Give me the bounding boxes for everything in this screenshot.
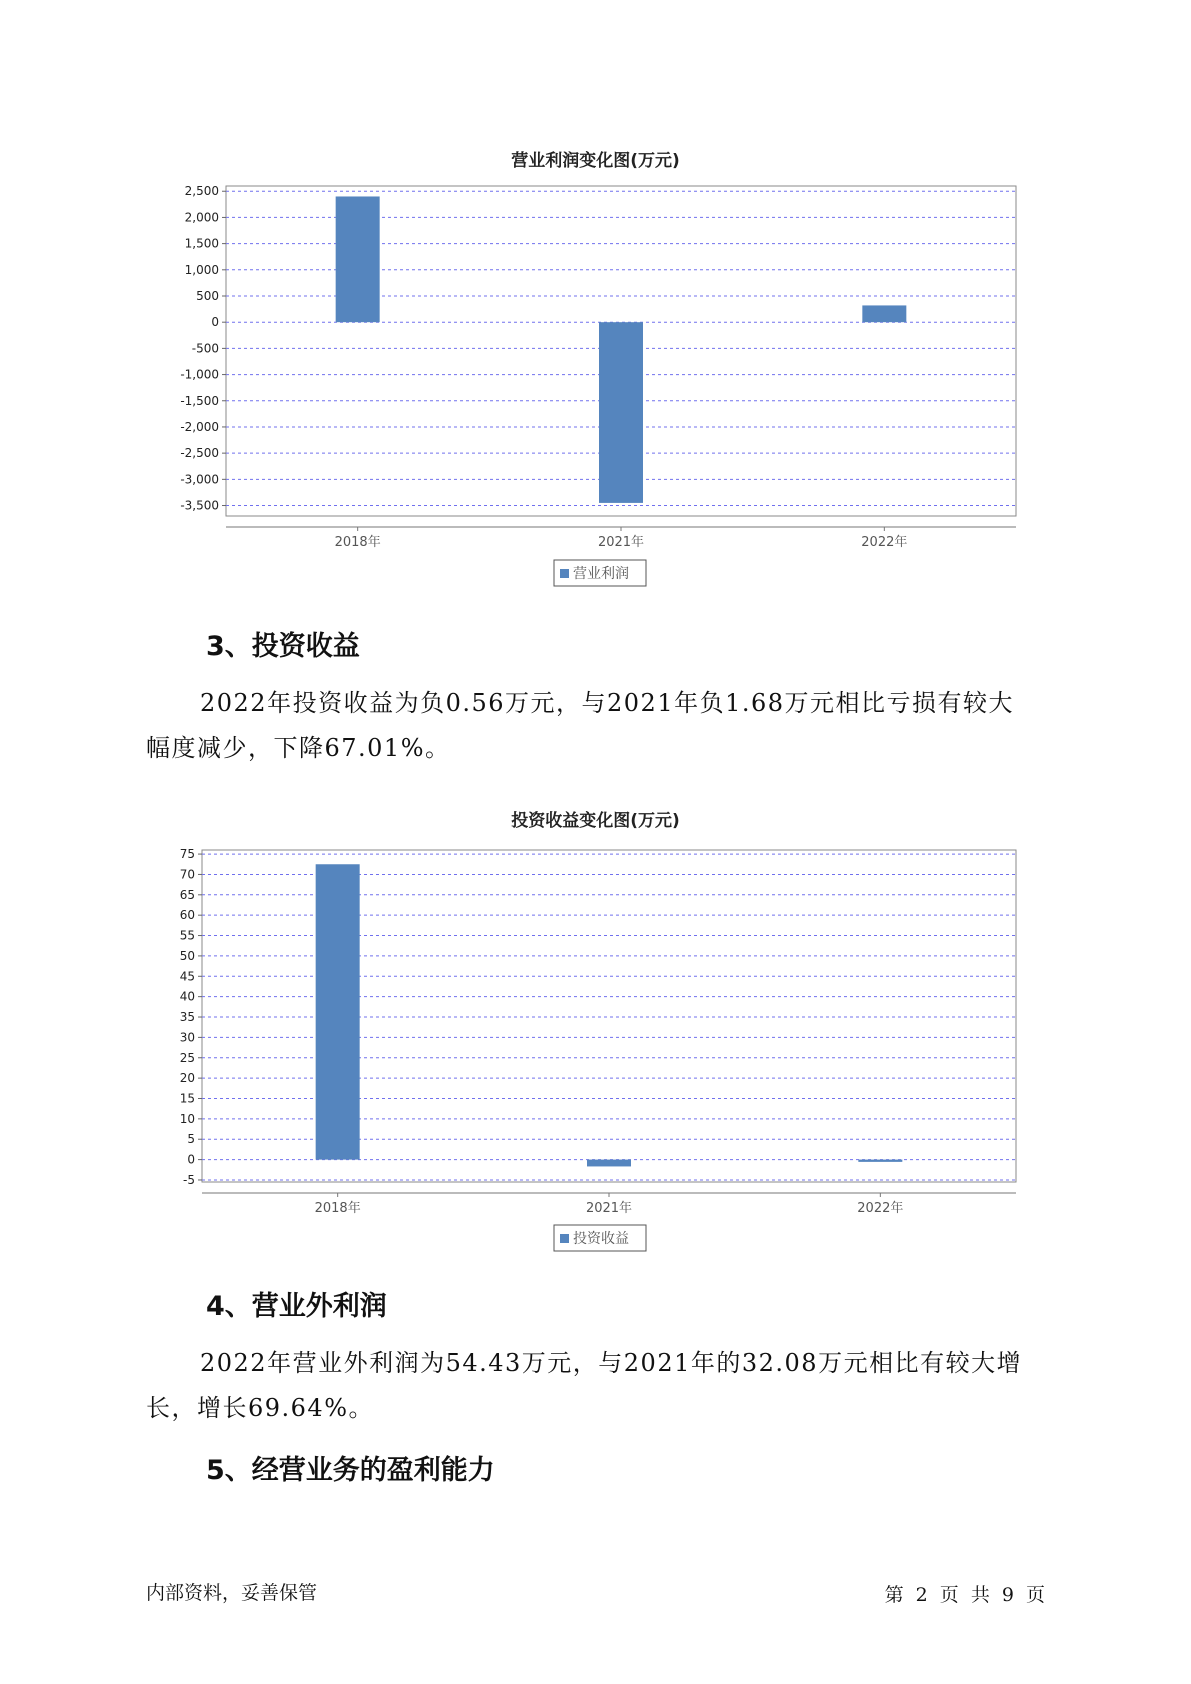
- y-tick-label: 30: [179, 1030, 195, 1045]
- y-tick-label: 75: [179, 847, 195, 862]
- y-tick-label: -2,500: [180, 446, 219, 461]
- x-tick-label: 2018年: [334, 535, 381, 550]
- y-tick-label: 5: [187, 1132, 195, 1147]
- y-tick-label: -2,000: [180, 419, 219, 434]
- section3-line2: 幅度减少，下降67.01%。: [146, 734, 451, 762]
- chart2-title: 投资收益变化图(万元): [511, 811, 680, 831]
- y-tick-label: 500: [196, 289, 219, 303]
- y-tick-label: 40: [179, 989, 195, 1004]
- y-tick-label: -3,500: [180, 498, 219, 513]
- legend-label: 营业利润: [573, 566, 629, 582]
- y-tick-label: 35: [179, 1010, 195, 1025]
- y-tick-label: 65: [179, 887, 195, 902]
- y-tick-label: 25: [179, 1050, 195, 1065]
- y-tick-label: 10: [179, 1111, 195, 1126]
- y-tick-label: 20: [179, 1071, 195, 1086]
- x-tick-label: 2022年: [857, 1201, 904, 1216]
- y-tick-label: 50: [179, 948, 195, 963]
- section5-heading: 5、经营业务的盈利能力: [206, 1455, 495, 1486]
- y-tick-label: 15: [179, 1091, 195, 1106]
- y-tick-label: 70: [179, 867, 195, 882]
- bar-2022年: [858, 1160, 902, 1162]
- legend-label: 投资收益: [573, 1231, 629, 1247]
- section3-heading: 3、投资收益: [206, 631, 360, 662]
- section4-line1: 2022年营业外利润为54.43万元，与2021年的32.08万元相比有较大增: [200, 1349, 1023, 1377]
- x-tick-label: 2021年: [585, 1201, 633, 1216]
- y-tick-label: -1,000: [180, 367, 219, 382]
- section4-paragraph: [146, 1341, 1046, 1431]
- bar-2021年: [587, 1160, 631, 1167]
- y-tick-label: 55: [179, 928, 195, 943]
- footer-confidential-note: 内部资料，妥善保管: [146, 1582, 318, 1604]
- bar-2018年: [316, 864, 360, 1159]
- legend-swatch: [560, 1234, 569, 1243]
- y-tick-label: 1,500: [184, 236, 219, 251]
- y-tick-label: 60: [179, 908, 195, 923]
- y-tick-label: 2,000: [184, 210, 219, 225]
- y-tick-label: -5: [183, 1172, 195, 1187]
- x-tick-label: 2018年: [314, 1201, 361, 1216]
- y-tick-label: 0: [211, 315, 219, 330]
- y-tick-label: 0: [187, 1152, 195, 1167]
- y-tick-label: 45: [179, 969, 195, 984]
- section4-line2: 长，增长69.64%。: [146, 1394, 375, 1422]
- y-tick-label: -500: [191, 341, 219, 356]
- y-tick-label: -3,000: [180, 472, 219, 487]
- x-tick-label: 2022年: [861, 535, 908, 550]
- section4-heading: 4、营业外利润: [206, 1291, 387, 1322]
- y-tick-label: 1,000: [184, 262, 219, 277]
- y-tick-label: -1,500: [180, 393, 219, 408]
- x-tick-label: 2021年: [597, 535, 645, 550]
- section3-line1: 2022年投资收益为负0.56万元，与2021年负1.68万元相比亏损有较大: [200, 689, 1015, 717]
- chart1-title: 营业利润变化图(万元): [511, 151, 680, 171]
- y-tick-label: 2,500: [184, 184, 219, 199]
- footer-page-number: 第 2 页 共 9 页: [884, 1584, 1045, 1606]
